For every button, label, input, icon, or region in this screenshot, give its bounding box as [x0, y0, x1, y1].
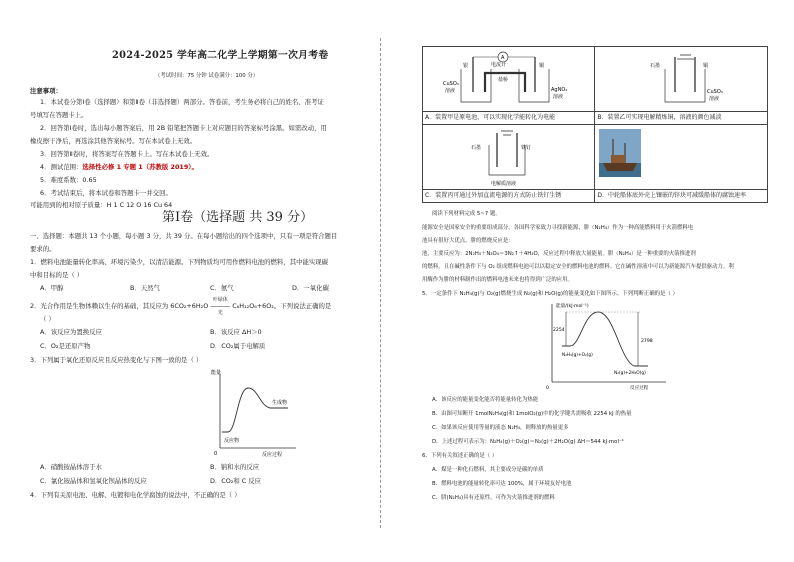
right-solution: AgNO₃ — [551, 87, 568, 93]
meter-label: 电流计 — [491, 62, 507, 68]
solution-label: CuSO₄ — [707, 89, 724, 95]
note-line — [40, 163, 198, 171]
graphite-label: 石墨 — [650, 63, 661, 69]
option: C．如果该反应使用等量的液态 N₂H₄，则释放的热量更多 — [432, 425, 569, 431]
beaker — [665, 69, 705, 102]
option: A．该反应的能量变化能否将能量转化为热能 — [432, 397, 539, 403]
opt-cell-b — [595, 112, 768, 125]
option: C．装置丙可通过外加直流电源的方式防止铁钉生锈 — [425, 192, 562, 199]
option: D．上述过程可表示为：N₂H₄(g)＋O₂(g)＝N₂(g)＋2H₂O(g) ΔH＝544 kJ·mol⁻¹ — [432, 439, 624, 445]
q4-options-table — [422, 46, 768, 203]
passage-line: 池具有很好大优点。肼的燃烧反应是： — [422, 238, 514, 244]
graphite-label: 石墨 — [471, 145, 482, 151]
y-label: 能量 — [211, 370, 222, 376]
fig-cell-d — [595, 125, 768, 190]
bridge-label: 盐桥 — [498, 77, 509, 83]
stem-part: C₆H₁₂O₆+6O₂。下列说法正确的是 — [232, 302, 332, 310]
opt-cell-a — [423, 112, 595, 125]
stem-part: 2．光合作用是生物体赖以生存的基础，其反应为 6CO₂+6H₂O — [30, 302, 209, 310]
reactant-label: N₂H₄(g)+O₂(g) — [562, 353, 593, 358]
passage-line: 的燃料，且在碱性条件下与 O₂ 组成燃料电池可以以稳定安全的燃料电池的燃料。它在碱性溶液中可以为新能源汽车提供驱动力。利 — [422, 264, 734, 270]
opt-cell-d — [595, 190, 768, 203]
section-intro: 要求的。 — [30, 245, 56, 253]
ship-photo — [595, 125, 767, 189]
question-stem — [30, 297, 332, 316]
option: B．装置乙可实现电解精炼铜，溶液的颜色减淡 — [597, 114, 722, 121]
option: A．装置甲是原电池，可以实现化学能转化为电能 — [425, 114, 556, 121]
option: D．一氧化碳 — [292, 284, 329, 292]
origin-label: 0 — [214, 451, 218, 457]
option: D．CO₂属于电解质 — [210, 342, 266, 350]
option: B．燃料电池的能量转化率可达 100%，属于环境友好电池 — [432, 481, 572, 487]
note-line: 6．考试结束后，将本试卷和答题卡一并交回。 — [40, 189, 172, 197]
value-label: 2254 — [553, 328, 565, 333]
scope-highlight: 选择性必修 1 专题 1（苏教版 2019）。 — [82, 163, 198, 171]
note-line: 1．本试卷分第Ⅰ卷（选择题）和第Ⅱ卷（非选择题）两部分。答卷前，考生务必将自己的姓名、准考证 — [40, 98, 324, 106]
silver-label: 银 — [463, 63, 469, 69]
ship-cabin — [611, 155, 625, 163]
solution-label-2: 溶液 — [709, 96, 720, 102]
copper-label: 铜 — [539, 63, 545, 69]
question-stem: 中和目标的是（ ） — [30, 271, 84, 279]
option: B．天然气 — [130, 284, 160, 292]
question-stem: 5．一定条件下 N₂H₄(g)与 O₂(g)燃烧生成 N₂(g)和 H₂O(g)的能量变化如下图所示。下列判断正确的是（ ） — [422, 291, 678, 297]
note-line: 橡皮擦干净后，再选涂其他答案标号。写在本试卷上无效。 — [30, 137, 197, 145]
passage-line: 用酶作为肼的材料制作出的燃料电池未来也将得到广泛的应用。 — [422, 277, 573, 283]
electrolysis-cell-figure — [595, 47, 767, 111]
ammeter-label: A — [501, 55, 505, 61]
option: C．氯化铵晶体和氢氧化钡晶体的反应 — [40, 477, 147, 485]
question-stem: 1．燃料电池能量转化率高、环境污染少，以清洁能源。下列物质均可用作燃料电池的燃料，其中能实现碳 — [30, 258, 329, 266]
option: A．甲醇 — [40, 284, 64, 292]
option: B．钠和水的反应 — [210, 463, 260, 471]
fig-cell-c — [423, 125, 595, 190]
y-label: 能量/(kJ·mol⁻¹) — [556, 304, 589, 309]
value-label: 2798 — [641, 339, 653, 344]
opt-cell-c — [423, 190, 595, 203]
energy-diagram-q5 — [540, 300, 670, 390]
electrolyte-label: 电解质溶液 — [491, 181, 517, 187]
copper-label: 铜 — [703, 63, 709, 69]
option: C．肼(N₂H₄)具有还原性，可作为火箭推进剂的燃料 — [432, 495, 555, 501]
passage-line: 池，主要反应为：2N₂H₄＋N₂O₄＝3N₂↑＋4H₂O，反应过程中释放大量能量。肼（N₂H₄）是一种重要的火箭推进剂 — [422, 251, 696, 257]
option: D．CO₂和 C 反应 — [210, 477, 262, 485]
left-solution-2: 溶液 — [445, 88, 456, 94]
fig-cell-a — [423, 47, 595, 112]
origin-label: 0 — [546, 386, 549, 390]
question-stem: （ ） — [40, 315, 55, 323]
option: A．硝酸铵晶体溶于水 — [40, 463, 102, 471]
option: A．煤是一种化石燃料，其主要成分是碳的单质 — [432, 467, 544, 473]
section-intro: 一、选择题：本题共 13 个小题，每小题 3 分，共 39 分。在每小题给出的四个选项中，只有一项是符合题目 — [30, 232, 338, 240]
passage-line: 能源安全是国家安全的重要组成部分。各国科学家致力寻找新能源，肼（N₂H₄）作为一种高能燃料用于火箭燃料电 — [422, 225, 694, 231]
note-line: 号填写在答题卡上。 — [30, 111, 88, 119]
exam-page — [30, 38, 766, 530]
reactant-label: 反应物 — [224, 438, 240, 444]
arrow-over: 叶绿体 — [212, 297, 228, 303]
galvanic-cell-figure — [423, 47, 595, 111]
note-line: 3．回答第Ⅱ卷时，将答案写在答题卡上。写在本试卷上无效。 — [40, 150, 214, 158]
option: D．中轮船体底外壳上镶嵌的锌块可减缓船体的腐蚀速率 — [597, 192, 746, 199]
fig-cell-b — [595, 47, 768, 112]
notes-heading: 注意事项： — [30, 87, 62, 95]
question-stem: 6．下列有关叙述正确的是（ ） — [422, 453, 498, 459]
energy-curve — [222, 388, 288, 432]
question-stem: 3．下列属于氧化还原反应且反应热变化与下图一致的是（ ） — [30, 356, 203, 364]
left-solution: CuSO₄ — [443, 81, 459, 87]
beaker — [489, 145, 525, 175]
right-solution-2: 溶液 — [553, 94, 564, 100]
ship-hull — [603, 163, 637, 171]
note-line: 5．难度系数：0.65 — [40, 176, 97, 184]
reaction-arrow: 叶绿体 ――― 光 — [208, 302, 232, 310]
question-stem: 4．下列有关原电池、电解、电镀和电化学腐蚀的说法中，不正确的是（ ） — [30, 491, 241, 499]
note-line: 2．回答第Ⅰ卷时，选出每小题答案后，用 2B 铅笔把答题卡上对应题目的答案标号涂黑。如需改动，用 — [40, 124, 327, 132]
x-label: 反应过程 — [630, 386, 649, 390]
atomic-mass-line: 可能用到的相对原子质量：H 1 C 12 O 16 Cu 64 — [30, 201, 173, 209]
x-label: 反应过程 — [262, 452, 283, 458]
energy-diagram-q3 — [210, 366, 300, 458]
exam-title: 2024-2025 学年高二化学上学期第一次月考卷 — [112, 50, 329, 61]
exam-subtitle: （考试时间：75 分钟 试卷满分：100 分） — [155, 73, 259, 79]
arrow-under: 光 — [217, 310, 223, 316]
section-title: 第Ⅰ卷（选择题 共 39 分） — [162, 210, 314, 225]
product-label: N₂(g)+2H₂O(g) — [614, 371, 646, 376]
iron-nail-label: 铁钉 — [521, 145, 532, 151]
option: B．该反应 ΔH＞0 — [210, 328, 262, 336]
passage-line: 阅读下列材料完成 5~7 题。 — [432, 211, 501, 217]
scope-label: 4．测试范围： — [40, 163, 83, 171]
product-label: 生成物 — [272, 400, 288, 406]
option: B．由图可知断开 1molN₂H₄(g)和 1molO₂(g)中的化学键共需吸收 2254 kJ 的热量 — [432, 411, 632, 417]
option: C．氨气 — [210, 284, 234, 292]
corrosion-protection-figure — [423, 125, 595, 189]
option: C．O₂是还原产物 — [40, 342, 91, 350]
option: A．该反应为置换反应 — [40, 328, 102, 336]
